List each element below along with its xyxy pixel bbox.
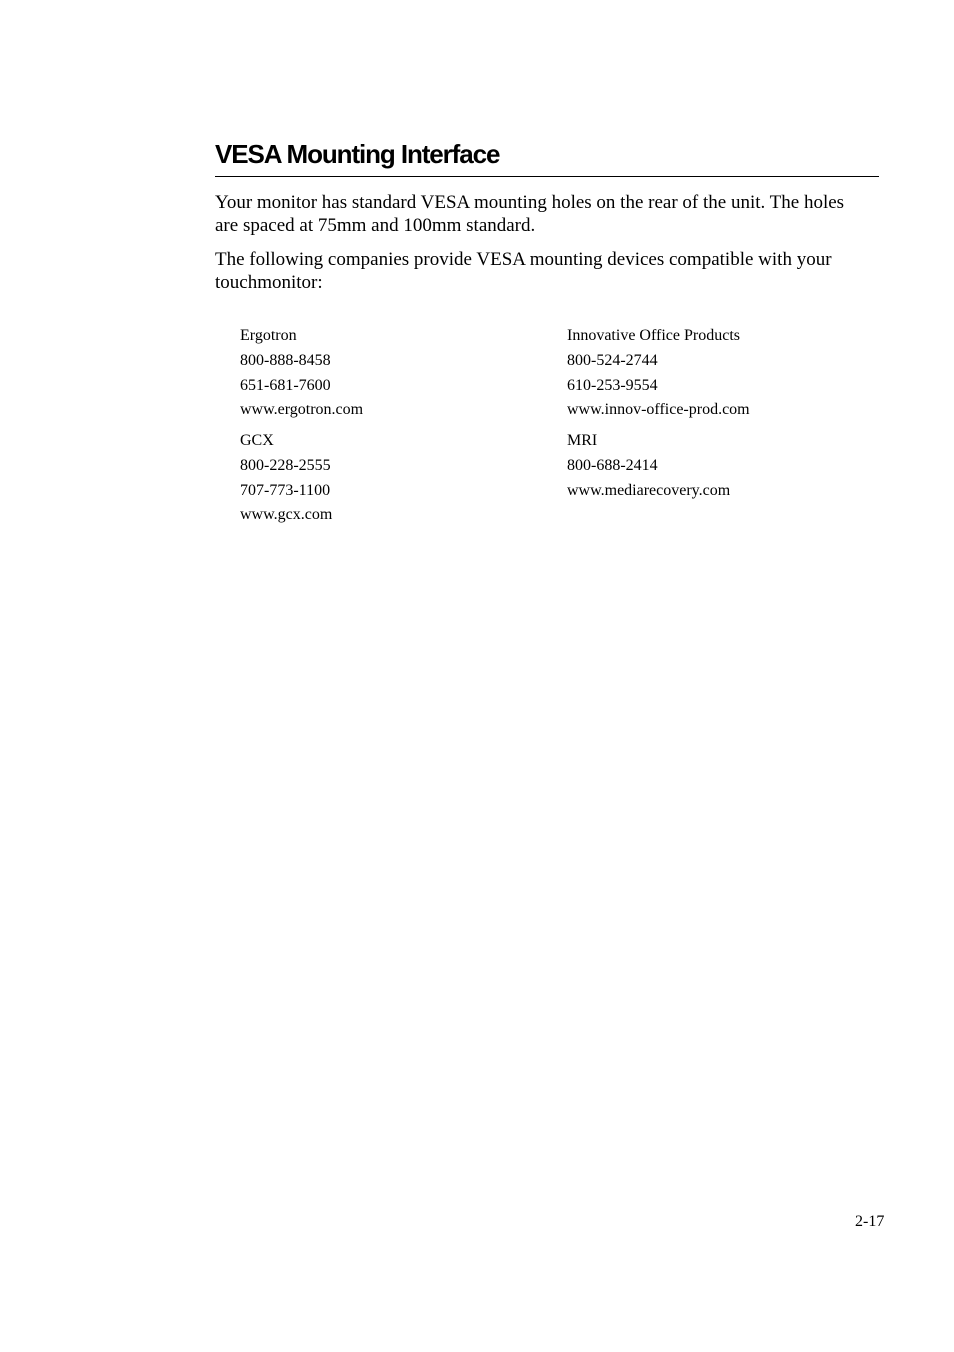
vendor-phone: 800-524-2744 [567,351,658,369]
vendor-phone: 651-681-7600 [240,376,331,394]
vendor-ergotron [240,324,363,423]
vendor-name: MRI [567,432,598,449]
vendor-phone: 800-688-2414 [567,456,658,474]
vendor-website: www.gcx.com [240,506,333,524]
vendor-name: GCX [240,432,274,449]
vendor-phone: 610-253-9554 [567,376,658,394]
vendor-name: Innovative Office Products [567,327,740,344]
vendor-gcx [240,429,332,528]
title-underline-rule [215,176,879,177]
paragraph-vesa-holes: Your monitor has standard VESA mounting holes on the rear of the unit. The holes are spaced at 75mm and 100mm standard. [215,192,845,236]
section-title: VESA Mounting Interface [215,139,500,169]
vendor-phone: 800-888-8458 [240,351,331,369]
vendor-website: www.mediarecovery.com [567,481,731,499]
vendor-name: Ergotron [240,327,297,344]
vendor-phone: 800-228-2555 [240,456,331,474]
vendor-mri [567,429,730,503]
vendor-phone: 707-773-1100 [240,481,331,499]
vendor-website: www.ergotron.com [240,401,364,419]
vendor-innovative-office-products [567,324,750,423]
paragraph-companies-intro: The following companies provide VESA mounting devices compatible with your touchmonitor: [215,249,832,293]
page-number: 2-17 [855,1213,885,1230]
vendor-website: www.innov-office-prod.com [567,401,750,419]
